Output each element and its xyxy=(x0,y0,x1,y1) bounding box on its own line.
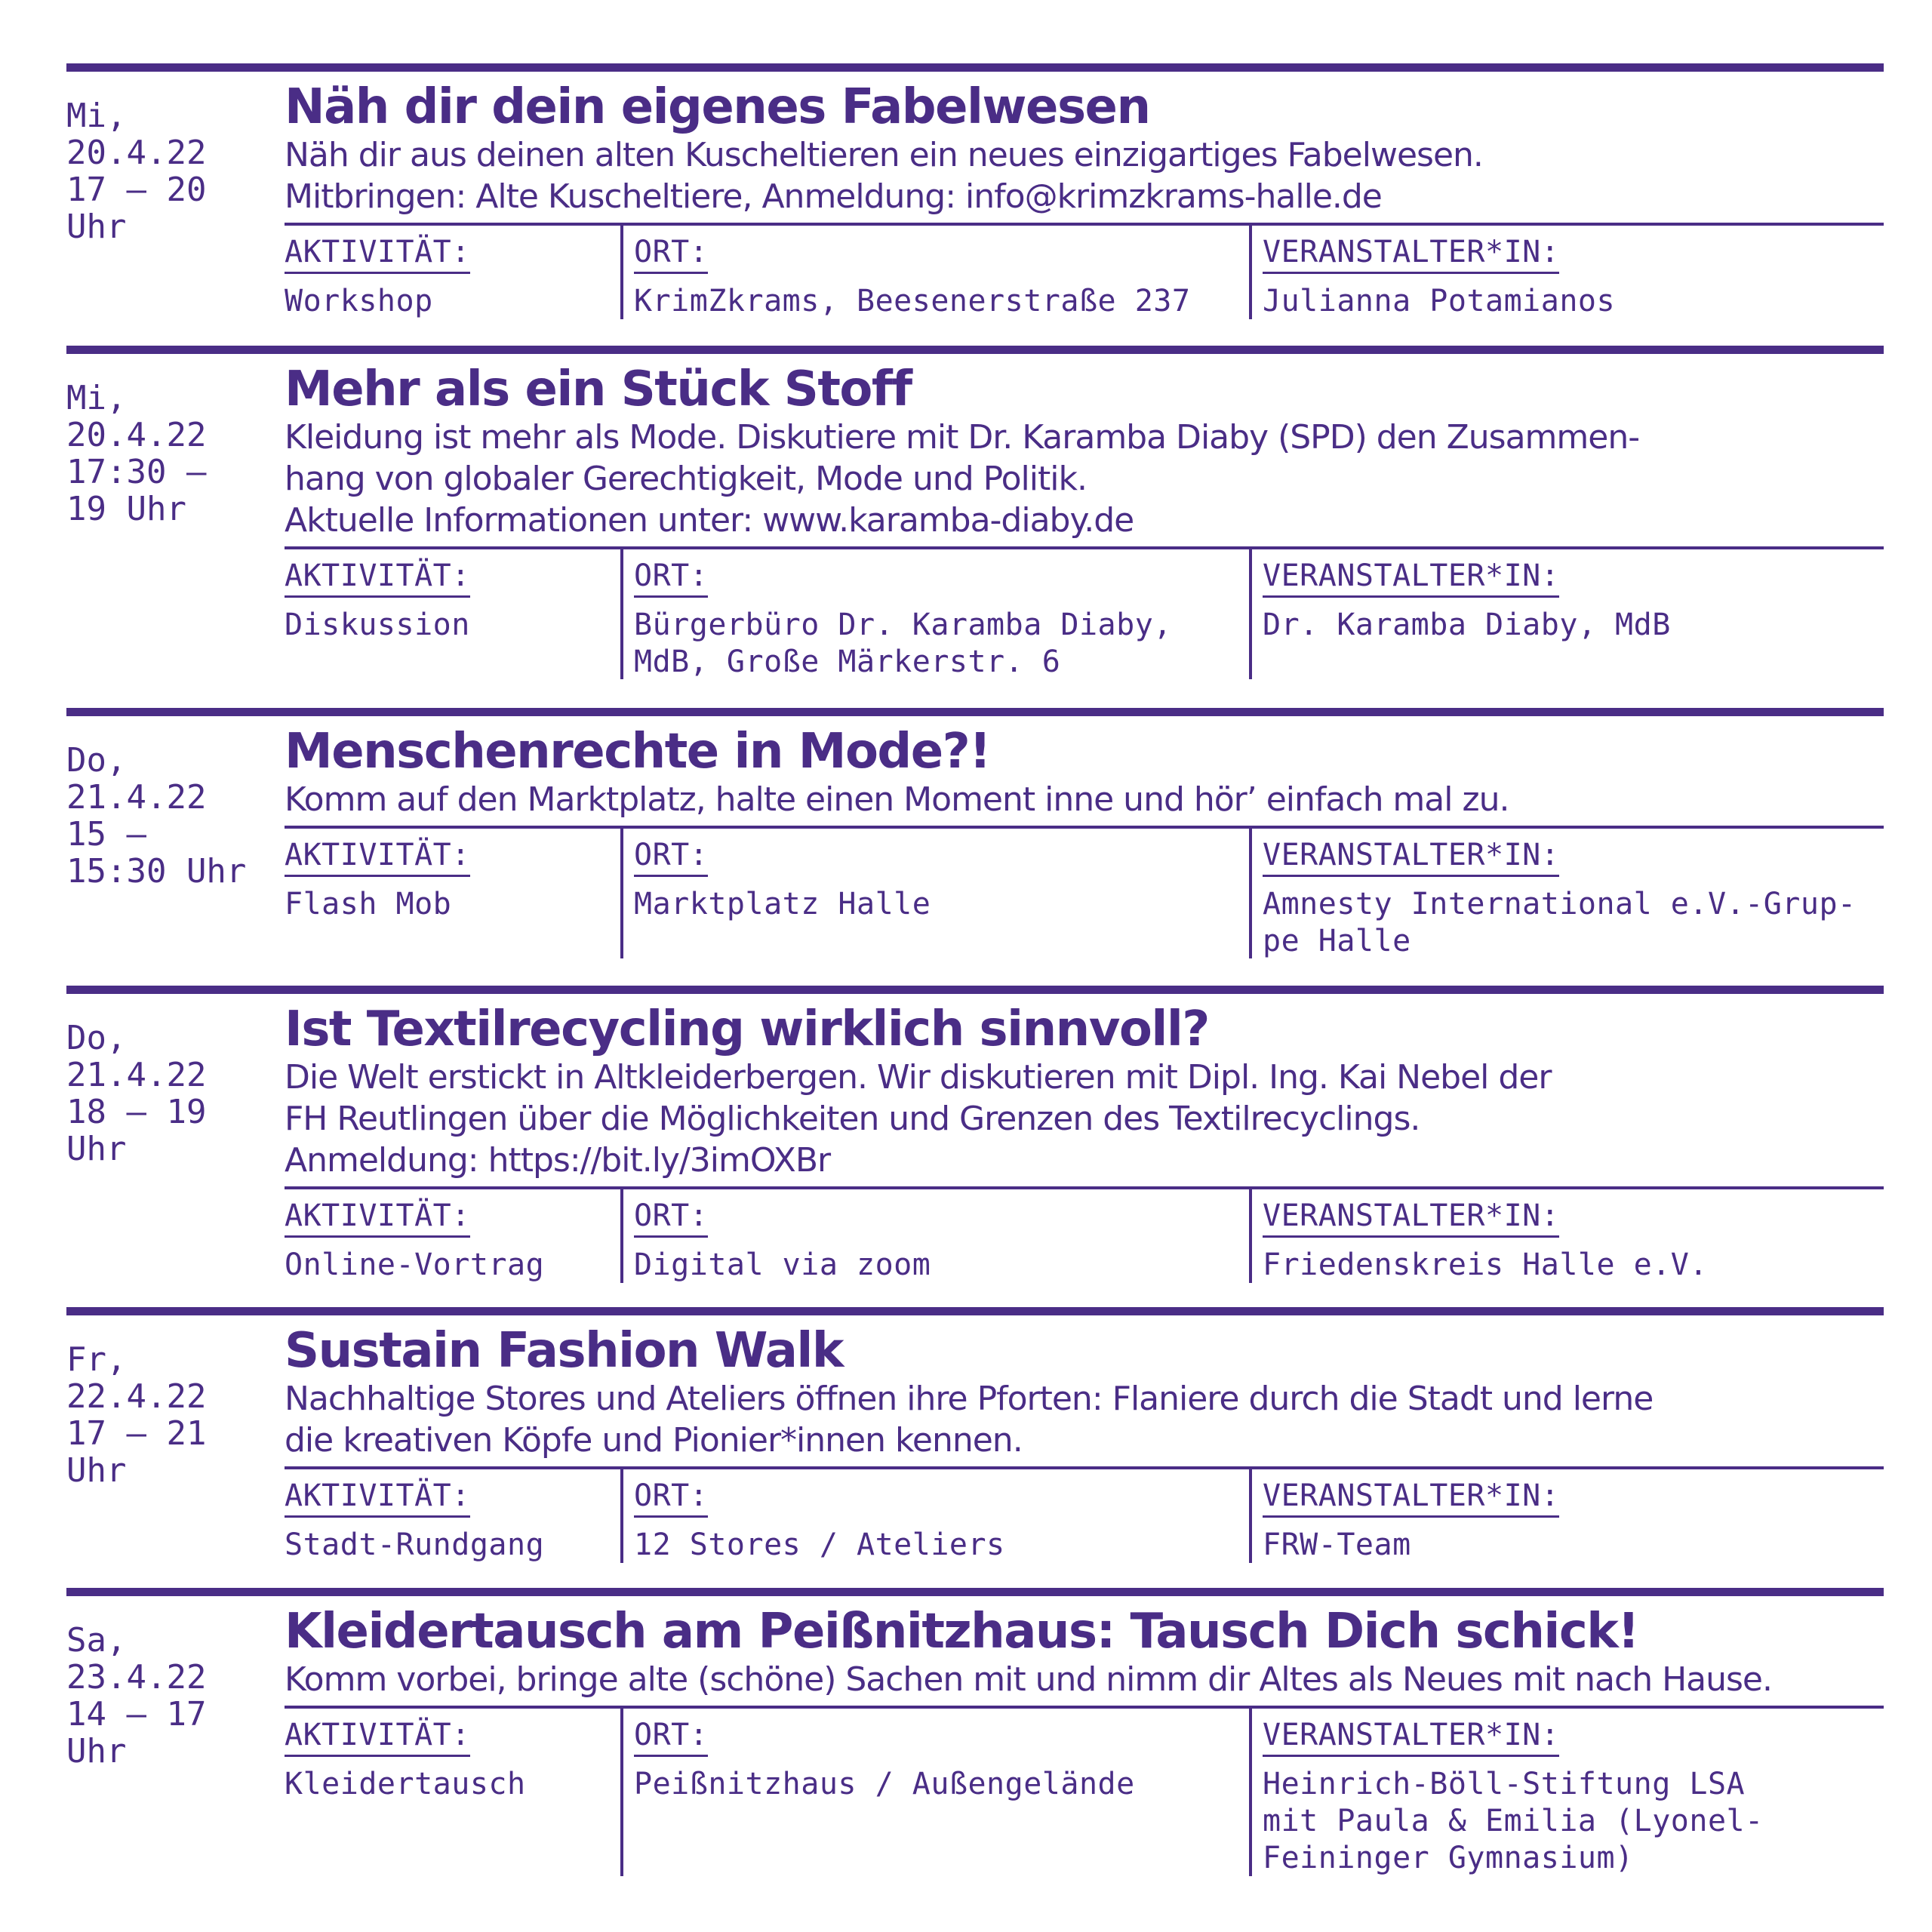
location-label: ORT: xyxy=(634,1717,708,1757)
organizer-label: VERANSTALTER*IN: xyxy=(1263,1717,1559,1757)
activity-value: Online-Vortrag xyxy=(285,1247,545,1282)
event-description: Nachhaltige Stores und Ateliers öffnen ihre Pforten: Flaniere durch die Stadt und lerne die kreativen Köpfe und Pionier*innen kennen. xyxy=(285,1380,1654,1460)
location-label: ORT: xyxy=(634,234,708,274)
activity-value: Stadt-Rundgang xyxy=(285,1527,545,1562)
organizer-label: VERANSTALTER*IN: xyxy=(1263,837,1559,877)
organizer-value: FRW-Team xyxy=(1263,1527,1411,1562)
event-description: Kleidung ist mehr als Mode. Diskutiere mit Dr. Karamba Diaby (SPD) den Zusammen- hang von globaler Gerechtigkeit, Mode und Politik. Aktuelle Informationen unter: www.karamba-diaby.de xyxy=(285,418,1640,540)
activity-value: Kleidertausch xyxy=(285,1767,526,1801)
organizer-column xyxy=(1249,829,1884,958)
activity-column xyxy=(285,226,620,319)
organizer-value: Dr. Karamba Diaby, MdB xyxy=(1263,608,1671,642)
location-column xyxy=(620,1189,1249,1283)
event-item xyxy=(66,346,1884,716)
organizer-label: VERANSTALTER*IN: xyxy=(1263,1198,1559,1238)
activity-label: AKTIVITÄT: xyxy=(285,1717,470,1757)
organizer-label: VERANSTALTER*IN: xyxy=(1263,558,1559,598)
activity-column xyxy=(285,549,620,679)
activity-label: AKTIVITÄT: xyxy=(285,837,470,877)
activity-label: AKTIVITÄT: xyxy=(285,1478,470,1518)
location-column xyxy=(620,549,1249,679)
event-title: Ist Textilrecycling wirklich sinnvoll? xyxy=(285,1001,1209,1057)
activity-column xyxy=(285,1189,620,1283)
event-details xyxy=(285,546,1884,679)
location-column xyxy=(620,1709,1249,1876)
event-title: Mehr als ein Stück Stoff xyxy=(285,361,912,417)
location-value: Bürgerbüro Dr. Karamba Diaby, MdB, Große Märkerstr. 6 xyxy=(634,608,1172,679)
activity-value: Workshop xyxy=(285,284,433,318)
event-item xyxy=(66,1307,1884,1596)
organizer-label: VERANSTALTER*IN: xyxy=(1263,1478,1559,1518)
activity-column xyxy=(285,829,620,958)
event-item xyxy=(66,63,1884,354)
location-label: ORT: xyxy=(634,1198,708,1238)
organizer-value: Julianna Potamianos xyxy=(1263,284,1616,318)
location-value: KrimZkrams, Beesenerstraße 237 xyxy=(634,284,1191,318)
organizer-value: Amnesty International e.V.-Grup- pe Halle xyxy=(1263,887,1857,958)
location-column xyxy=(620,829,1249,958)
event-title: Sustain Fashion Walk xyxy=(285,1323,843,1379)
activity-column xyxy=(285,1709,620,1876)
event-date: Do, 21.4.22 18 – 19 Uhr xyxy=(66,1019,207,1168)
event-details xyxy=(285,826,1884,958)
location-column xyxy=(620,226,1249,319)
event-title: Menschenrechte in Mode?! xyxy=(285,724,990,780)
event-description: Die Welt erstickt in Altkleiderbergen. Wir diskutieren mit Dipl. Ing. Kai Nebel der FH Reutlingen über die Möglichkeiten und Grenzen des Textilrecyclings. Anmeldung: https://bit.ly/3imOXBr xyxy=(285,1058,1552,1180)
organizer-value: Heinrich-Böll-Stiftung LSA mit Paula & Emilia (Lyonel- Feininger Gymnasium) xyxy=(1263,1767,1764,1875)
location-value: Marktplatz Halle xyxy=(634,887,931,921)
event-date: Mi, 20.4.22 17:30 – 19 Uhr xyxy=(66,379,207,528)
event-title: Kleidertausch am Peißnitzhaus: Tausch Dich schick! xyxy=(285,1604,1639,1660)
activity-column xyxy=(285,1469,620,1563)
activity-label: AKTIVITÄT: xyxy=(285,558,470,598)
event-item xyxy=(66,1588,1884,1916)
organizer-column xyxy=(1249,1709,1884,1876)
organizer-column xyxy=(1249,549,1884,679)
event-date: Fr, 22.4.22 17 – 21 Uhr xyxy=(66,1340,207,1490)
location-value: 12 Stores / Ateliers xyxy=(634,1527,1005,1562)
organizer-column xyxy=(1249,226,1884,319)
location-label: ORT: xyxy=(634,558,708,598)
event-details xyxy=(285,1186,1884,1283)
event-title: Näh dir dein eigenes Fabelwesen xyxy=(285,79,1150,135)
location-column xyxy=(620,1469,1249,1563)
activity-label: AKTIVITÄT: xyxy=(285,1198,470,1238)
activity-value: Flash Mob xyxy=(285,887,452,921)
location-label: ORT: xyxy=(634,1478,708,1518)
event-date: Sa, 23.4.22 14 – 17 Uhr xyxy=(66,1621,207,1770)
activity-label: AKTIVITÄT: xyxy=(285,234,470,274)
event-date: Do, 21.4.22 15 – 15:30 Uhr xyxy=(66,741,247,891)
location-value: Peißnitzhaus / Außengelände xyxy=(634,1767,1135,1801)
event-details xyxy=(285,223,1884,319)
organizer-value: Friedenskreis Halle e.V. xyxy=(1263,1247,1708,1282)
location-label: ORT: xyxy=(634,837,708,877)
event-description: Komm auf den Marktplatz, halte einen Moment inne und hör’ einfach mal zu. xyxy=(285,780,1509,819)
event-details xyxy=(285,1706,1884,1876)
activity-value: Diskussion xyxy=(285,608,470,642)
event-item xyxy=(66,708,1884,994)
organizer-column xyxy=(1249,1189,1884,1283)
event-description: Näh dir aus deinen alten Kuscheltieren ein neues einzigartiges Fabelwesen. Mitbringen: Alte Kuscheltiere, Anmeldung: info@krimzkrams-halle.de xyxy=(285,136,1483,216)
event-description: Komm vorbei, bringe alte (schöne) Sachen mit und nimm dir Altes als Neues mit nach Hause. xyxy=(285,1660,1772,1699)
event-details xyxy=(285,1466,1884,1563)
organizer-column xyxy=(1249,1469,1884,1563)
location-value: Digital via zoom xyxy=(634,1247,931,1282)
organizer-label: VERANSTALTER*IN: xyxy=(1263,234,1559,274)
event-item xyxy=(66,986,1884,1315)
event-date: Mi, 20.4.22 17 – 20 Uhr xyxy=(66,97,207,246)
